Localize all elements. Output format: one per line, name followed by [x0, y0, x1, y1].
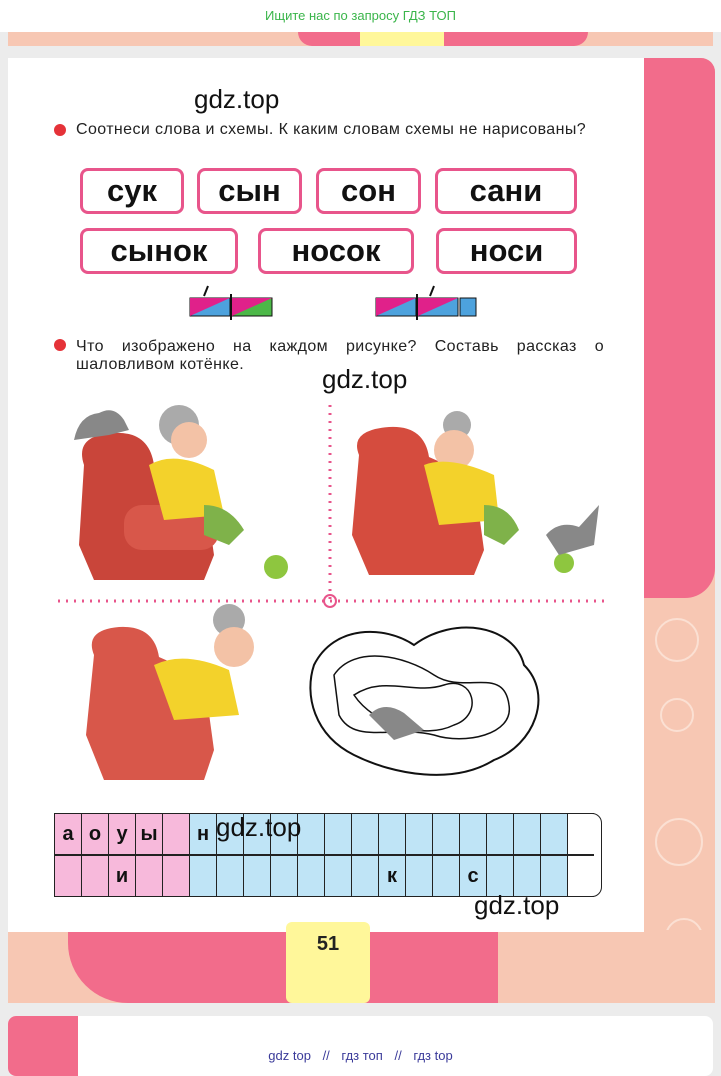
letter-cell: [567, 813, 594, 855]
letter-cell: и: [108, 855, 135, 897]
picture-3-tangled-yarn: [86, 604, 538, 780]
page-number: 51: [286, 922, 370, 1003]
letter-cell: [243, 855, 270, 897]
letter-cell: [324, 813, 351, 855]
story-pictures: [54, 395, 606, 795]
watermark: gdz.top: [322, 364, 408, 394]
picture-1-granny-knitting: [74, 405, 288, 580]
letter-cell: с: [459, 855, 486, 897]
letter-cell: [297, 855, 324, 897]
letter-cell: [135, 855, 162, 897]
task-2-text: Что изображено на каждом рисунке? Составь рассказ о шаловливом котёнке.: [76, 338, 604, 373]
letter-cell: [81, 855, 108, 897]
word-scheme-2: [374, 284, 478, 320]
picture-2-granny-sleeping: [352, 411, 599, 575]
letter-tape: [54, 813, 602, 897]
letter-cell: [459, 813, 486, 855]
word-scheme-1: [188, 284, 274, 320]
footer-links: [0, 1048, 721, 1068]
previous-page-edge: [8, 32, 713, 46]
task-1-text: Соотнеси слова и схемы. К каким словам схемы не нарисованы?: [76, 121, 587, 138]
letter-cell: [567, 855, 594, 897]
letter-cell: [432, 813, 459, 855]
watermark: gdz.top: [474, 890, 560, 920]
letter-cell: [54, 855, 81, 897]
footer-link[interactable]: гдз top: [413, 1048, 453, 1063]
letter-cell: н: [189, 813, 216, 855]
word-card-suk: сук: [80, 168, 184, 214]
letter-cell: [162, 855, 189, 897]
word-card-nosi: носи: [436, 228, 577, 274]
watermark: gdz.top: [216, 812, 302, 842]
letter-cell: о: [81, 813, 108, 855]
letter-cell: [405, 813, 432, 855]
letter-cell: [351, 855, 378, 897]
footer-separator: //: [322, 1048, 330, 1063]
letter-tape-row-vowels: [54, 813, 594, 855]
letter-cell: [351, 813, 378, 855]
word-card-nosok: носок: [258, 228, 414, 274]
letter-cell: [324, 855, 351, 897]
word-card-sani: сани: [435, 168, 577, 214]
letter-cell: ы: [135, 813, 162, 855]
banner-text[interactable]: Ищите нас по запросу ГДЗ ТОП: [265, 8, 456, 23]
footer-separator: //: [394, 1048, 402, 1063]
letter-cell: [513, 813, 540, 855]
bullet-icon: [54, 124, 66, 136]
letter-cell: у: [108, 813, 135, 855]
letter-cell: [432, 855, 459, 897]
letter-cell: [540, 813, 567, 855]
word-card-synok: сынок: [80, 228, 238, 274]
letter-cell: к: [378, 855, 405, 897]
footer-link[interactable]: гдз топ: [341, 1048, 383, 1063]
letter-cell: [162, 813, 189, 855]
bullet-icon: [54, 339, 66, 351]
word-card-son: сон: [316, 168, 421, 214]
letter-cell: [486, 813, 513, 855]
watermark: gdz.top: [194, 84, 280, 114]
footer-link[interactable]: gdz top: [268, 1048, 311, 1063]
word-card-syn: сын: [197, 168, 302, 214]
top-banner[interactable]: [0, 0, 721, 32]
letter-cell: а: [54, 813, 81, 855]
letter-cell: [189, 855, 216, 897]
letter-cell: [405, 855, 432, 897]
letter-cell: [270, 855, 297, 897]
letter-cell: [216, 855, 243, 897]
letter-cell: [378, 813, 405, 855]
